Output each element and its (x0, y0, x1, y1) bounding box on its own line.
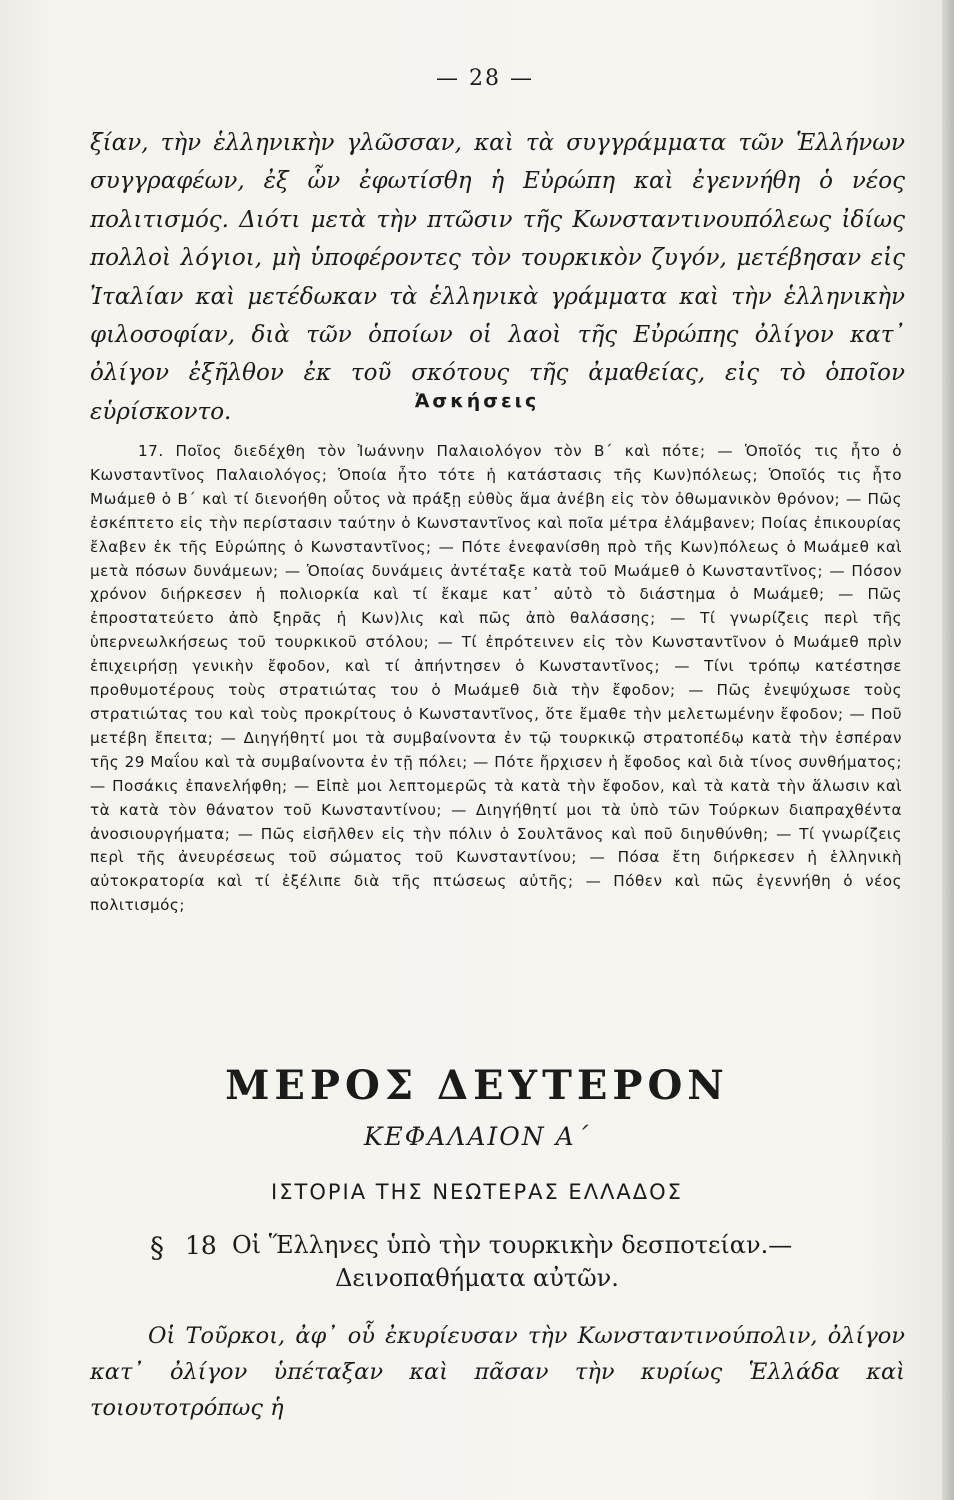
chapter-title: ΚΕΦΑΛΑΙΟΝ Α΄ (363, 1122, 591, 1151)
exercises-heading: Ἀσκήσεις (414, 390, 540, 412)
history-title: ΙΣΤΟΡΙΑ ΤΗΣ ΝΕΩΤΕΡΑΣ ΕΛΛΑΔΟΣ (271, 1180, 683, 1204)
exercises-text: 17. Ποῖος διεδέχθη τὸν Ἰωάννην Παλαιολόγον τὸν Β΄ καὶ πότε; — Ὁποῖός τις ἦτο ὁ Κωνσταντῖνος Παλαιολόγος; Ὁποία ἦτο τότε ἡ κατάστασις τῆς Κων)πόλεως; Ὁποῖός τις ἦτο Μωάμεθ ὁ Β΄ καὶ τί διενοήθη οὗτος νὰ πράξῃ εὐθὺς ἅμα ἀνέβη εἰς τὸν ὀθωμανικὸν θρόνον; — Πῶς ἐσκέπτετο εἰς τὴν περίστασιν ταύτην ὁ Κωνσταντῖνος καὶ ποῖα μέτρα ἐλάμβανεν; Ποίας ἐπικουρίας ἔλαβεν ἐκ τῆς Εὐρώπης ὁ Κωνσταντῖνος; — Πότε ἐνεφανίσθη πρὸ τῆς Κων)πόλεως ὁ Μωάμεθ καὶ μετὰ πόσων δυνάμεων; — Ὁποίας δυνάμεις ἀντέταξε κατὰ τοῦ Μωάμεθ ὁ Κωνσταντῖνος; — Πόσον χρόνον διήρκεσεν ἡ πολιορκία καὶ τί ἔκαμε κατ᾽ αὐτὸ τὸ διάστημα ὁ Μωάμεθ; — Πῶς ἐπροστατεύετο ἀπὸ ξηρᾶς ἡ Κων)λις καὶ πῶς ἀπὸ θαλάσσης; — Τί γνωρίζεις περὶ τῆς ὑπερνεωλκήσεως τοῦ τουρκικοῦ στόλου; — Τί ἐπρότεινεν εἰς τὸν Κωνσταντῖνον ὁ Μωάμεθ πρὶν ἐπιχειρήσῃ γενικὴν ἔφοδον, καὶ τί ἀπήντησεν ὁ Κωνσταντῖνος; — Τίνι τρόπῳ κατέστησε προθυμοτέρους τοὺς στρατιώτας του ὁ Μωάμεθ διὰ τὴν ἔφοδον; — Πῶς ἐνεψύχωσε τοὺς στρατιώτας του καὶ τοὺς προκρίτους ὁ Κωνσταντῖνος, ὅτε ἔμαθε τὴν μελετωμένην ἔφοδον; — Ποῦ μετέβη ἔπειτα; — Διηγήθητί μοι τὰ συμβαίνοντα ἐν τῷ τουρκικῷ στρατοπέδῳ κατὰ τὴν ἑσπέραν τῆς 29 Μαΐου καὶ τὰ συμβαίνοντα ἐν τῇ πόλει; — Πότε ἤρχισεν ἡ ἔφοδος καὶ διὰ τίνος συνθήματος; — Ποσάκις ἐπανελήφθη; — Εἰπὲ μοι λεπτομερῶς τὰ κατὰ τὴν ἔφοδον, καὶ τὰ κατὰ τὴν ἅλωσιν καὶ τὰ κατὰ τὸν θάνατον τοῦ Κωνσταντίνου; — Διηγήθητί μοι τὰ ὑπὸ τῶν Τούρκων διαπραχθέντα ἀνοσιουργήματα; — Πῶς εἰσῆλθεν εἰς τὴν πόλιν ὁ Σουλτᾶνος καὶ ποῦ διηυθύνθη; — Τί γνωρίζεις περὶ τῆς ἀνευρέσεως τοῦ σώματος τοῦ Κωνσταντίνου; — Πόσα ἔτη διήρκεσεν ἡ ἑλληνικὴ αὐτοκρατορία καὶ τί ἐξέλιπε διὰ τῆς πτώσεως αὐτῆς; — Πόθεν καὶ πῶς ἐγεννήθη ὁ νέος πολιτισμός; (90, 442, 902, 915)
page-number: — 28 — (436, 66, 534, 91)
intro-paragraph: ξίαν, τὴν ἑλληνικὴν γλῶσσαν, καὶ τὰ συγγράμματα τῶν Ἑλλήνων συγγραφέων, ἐξ ὧν ἐφωτίσθη ἡ Εὐρώπη καὶ ἐγεννήθη ὁ νέος πολιτισμός. Διότι μετὰ τὴν πτῶσιν τῆς Κωνσταντινουπόλεως ἰδίως πολλοὶ λόγιοι, μὴ ὑποφέροντες τὸν τουρκικὸν ζυγόν, μετέβησαν εἰς Ἰταλίαν καὶ μετέδωκαν τὰ ἑλληνικὰ γράμματα καὶ τὴν ἑλληνικὴν φιλοσοφίαν, διὰ τῶν ὁποίων οἱ λαοὶ τῆς Εὐρώπης ὀλίγον κατ᾽ ὀλίγον ἐξῆλθον ἐκ τοῦ σκότους τῆς ἀμαθείας, εἰς τὸ ὁποῖον εὑρίσκοντο. (90, 130, 905, 425)
part-title: ΜΕΡΟΣ ΔΕΥΤΕΡΟΝ (225, 1062, 729, 1109)
section-mark: § (150, 1231, 164, 1264)
section-number: 18 (185, 1231, 217, 1260)
section-title-line-1: Οἱ Ἕλληνες ὑπὸ τὴν τουρκικὴν δεσποτείαν.— (232, 1231, 793, 1259)
section-title-line-2: Δεινοπαθήματα αὐτῶν. (335, 1264, 619, 1292)
body-paragraph: Οἱ Τοῦρκοι, ἀφ᾽ οὗ ἐκυρίευσαν τὴν Κωνσταντινούπολιν, ὀλίγον κατ᾽ ὀλίγον ὑπέταξαν καὶ πᾶσαν τὴν κυρίως Ἑλλάδα καὶ τοιουτοτρόπως ἡ (90, 1323, 905, 1421)
